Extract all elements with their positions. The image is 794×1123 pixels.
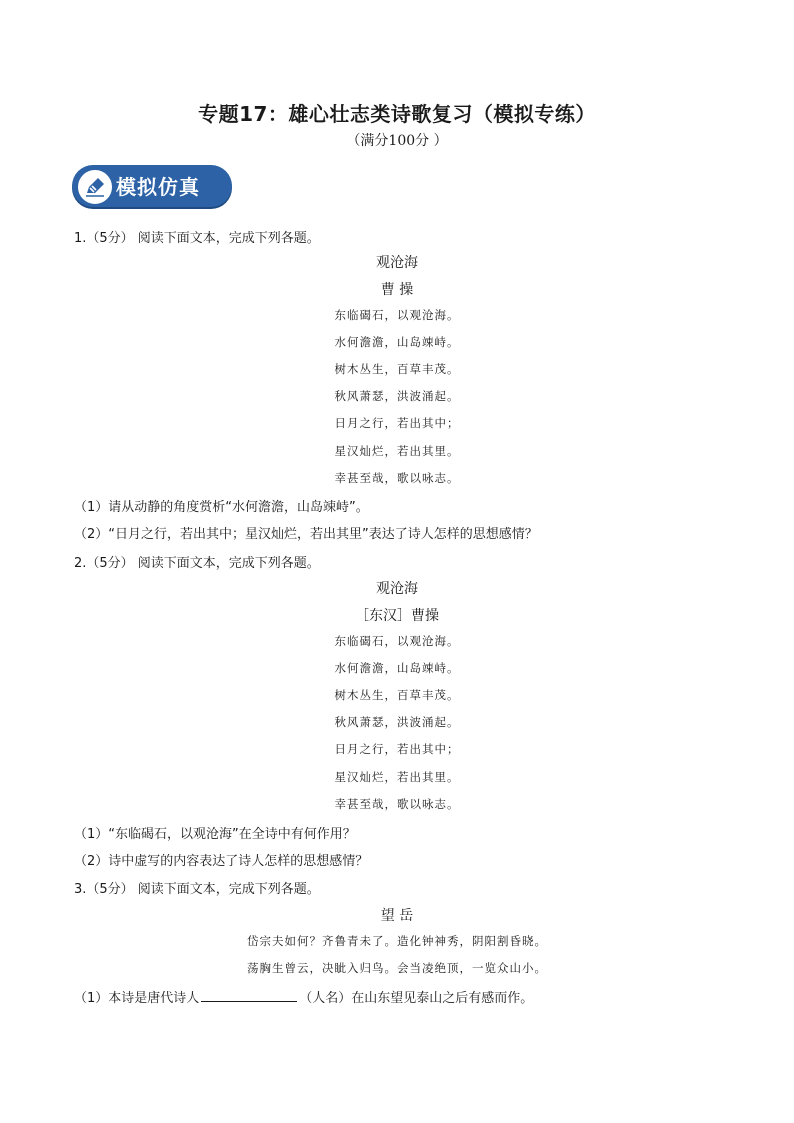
q2-stem: 2.（5分） 阅读下面文本，完成下列各题。 (74, 556, 320, 571)
q2-poem-line: 星汉灿烂，若出其里。 (334, 770, 460, 784)
q2-subquestion-2: （2）诗中虚写的内容表达了诗人怎样的思想感情？ (74, 854, 369, 869)
q1-poem-author: 曹 操 (380, 282, 414, 298)
q3-subquestion-1-suffix: （人名）在山东望见泰山之后有感而作。 (299, 991, 534, 1006)
q1-poem-line: 水何澹澹，山岛竦峙。 (334, 335, 460, 349)
page-subtitle: （满分100分 ） (346, 133, 448, 149)
q2-poem-line: 树木丛生，百草丰茂。 (334, 688, 460, 702)
q2-poem-title: 观沧海 (376, 581, 418, 597)
q1-stem: 1.（5分） 阅读下面文本，完成下列各题。 (74, 231, 320, 246)
q1-poem-line: 幸甚至哉，歌以咏志。 (334, 471, 460, 485)
q1-poem-line: 东临碣石，以观沧海。 (334, 308, 460, 322)
page-title: 专题17：雄心壮志类诗歌复习（模拟专练） (198, 102, 596, 126)
q3-poem-line: 岱宗夫如何？齐鲁青未了。造化钟神秀，阴阳割昏晓。 (247, 934, 547, 948)
q3-poem-line: 荡胸生曾云，决眦入归鸟。会当凌绝顶，一览众山小。 (247, 961, 547, 975)
q2-subquestion-1: （1）“东临碣石，以观沧海”在全诗中有何作用？ (74, 827, 356, 842)
q1-poem-title: 观沧海 (376, 255, 418, 271)
q3-poem-title: 望 岳 (380, 908, 414, 924)
pencil-icon (76, 168, 114, 206)
q2-poem-line: 水何澹澹，山岛竦峙。 (334, 661, 460, 675)
q1-subquestion-2: （2）“日月之行，若出其中；星汉灿烂，若出其里”表达了诗人怎样的思想感情？ (74, 527, 538, 542)
q2-poem-line: 幸甚至哉，歌以咏志。 (334, 797, 460, 811)
q3-stem: 3.（5分） 阅读下面文本，完成下列各题。 (74, 882, 320, 897)
q3-subquestion-1-prefix: （1）本诗是唐代诗人 (74, 991, 200, 1006)
section-badge (72, 165, 232, 207)
q2-poem-line: 日月之行，若出其中； (334, 742, 460, 756)
answer-blank[interactable] (201, 989, 297, 1002)
q2-poem-author: ［东汉］曹操 (355, 608, 439, 624)
q1-poem-line: 秋风萧瑟，洪波涌起。 (334, 389, 460, 403)
q2-poem-line: 秋风萧瑟，洪波涌起。 (334, 715, 460, 729)
q2-poem-line: 东临碣石，以观沧海。 (334, 634, 460, 648)
q1-subquestion-1: （1）请从动静的角度赏析“水何澹澹，山岛竦峙”。 (74, 500, 369, 515)
section-badge-label: 模拟仿真 (116, 175, 200, 199)
q3-subquestion-1 (74, 987, 533, 1006)
q1-poem-line: 日月之行，若出其中； (334, 416, 460, 430)
q1-poem-line: 星汉灿烂，若出其里。 (334, 444, 460, 458)
q1-poem-line: 树木丛生，百草丰茂。 (334, 362, 460, 376)
